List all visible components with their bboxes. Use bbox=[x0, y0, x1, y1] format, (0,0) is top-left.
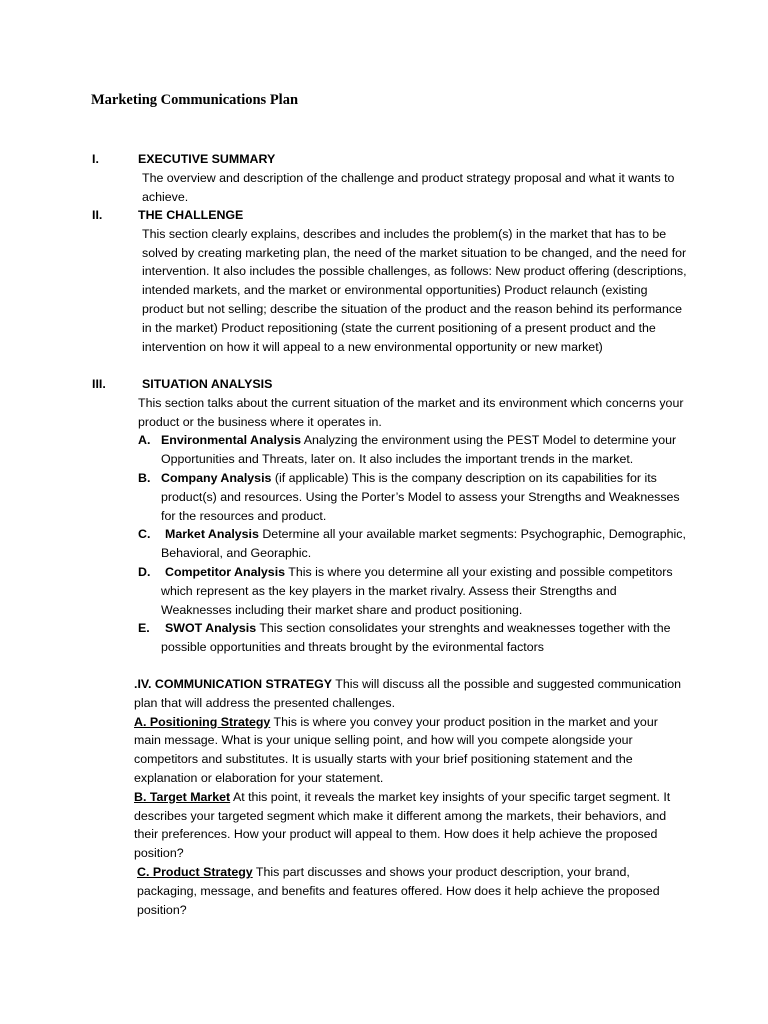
item-text: (if applicable) This is the company description on its capabilities for its product(s) and resources. Using the Porter’s Model to assess your Strengths and Weaknesses for the resources and product. bbox=[161, 470, 680, 523]
item-label: Market Analysis bbox=[165, 527, 259, 542]
list-letter: E. bbox=[138, 621, 150, 636]
list-item bbox=[138, 431, 688, 469]
section-heading: .IV. COMMUNICATION STRATEGY bbox=[134, 677, 333, 691]
part-label: B. Target Market bbox=[134, 789, 231, 804]
part-text: At this point, it reveals the market key insights of your specific target segment. It describes your targeted segment which make it different among the markets, their behaviors, and their preferences. How your product will appeal to them. How does it help achieve the proposed position? bbox=[134, 789, 671, 861]
section-situation-analysis bbox=[92, 375, 688, 657]
list-item bbox=[138, 469, 688, 525]
item-label: Environmental Analysis bbox=[161, 433, 302, 448]
list-item bbox=[138, 563, 688, 619]
item-text: Analyzing the environment using the PEST Model to determine your Opportunities and Threats, later on. It also includes the important trends in the market. bbox=[161, 433, 677, 467]
document-title: Marketing Communications Plan bbox=[91, 92, 299, 108]
section-number: I. bbox=[92, 152, 99, 166]
section-communication-strategy bbox=[134, 675, 682, 919]
item-label: Competitor Analysis bbox=[165, 564, 286, 579]
part-label: C. Product Strategy bbox=[137, 864, 253, 879]
section-text: This will discuss all the possible and suggested communication plan that will address the presented challenges. bbox=[134, 677, 681, 710]
section-text: This section talks about the current situation of the market and its environment which concerns your product or the business where it operates in. bbox=[138, 395, 684, 429]
item-text: This is where you determine all your existing and possible competitors which represent as the key players in the market rivalry. Assess their Strengths and Weaknesses including their market share and product positioning. bbox=[161, 564, 673, 617]
strategy-part bbox=[134, 863, 682, 919]
section-executive-summary bbox=[92, 150, 688, 206]
list-letter: D. bbox=[138, 564, 151, 579]
part-text: This is where you convey your product position in the market and your main message. What is your unique selling point, and how will you compete alongside your competitors and substitutes. It is usually starts with your brief positioning statement and the explanation or elaboration for your statement. bbox=[134, 714, 658, 785]
part-text: This part discusses and shows your product description, your brand, packaging, message, and benefits and features offered. How does it help achieve the proposed position? bbox=[137, 864, 660, 917]
item-label: Company Analysis bbox=[161, 470, 272, 485]
communication-intro bbox=[134, 675, 682, 713]
list-letter: C. bbox=[138, 527, 151, 542]
strategy-part bbox=[134, 713, 682, 788]
section-the-challenge bbox=[92, 206, 688, 356]
item-label: SWOT Analysis bbox=[165, 621, 257, 636]
strategy-part bbox=[134, 788, 682, 863]
list-item bbox=[138, 619, 688, 657]
section-text: This section clearly explains, describes and includes the problem(s) in the market that has to be solved by creating marketing plan, the need of the market situation to be changed, and the need for intervention. It also includes the possible challenges, as follows: New product offering (descriptions, intended markets, and the market or environmental opportunities) Product relaunch (existing product but not selling; describe the situation of the product and the reason behind its performance in the market) Product repositioning (state the current positioning of a present product and the intervention on how it will appeal to a new environmental opportunity or new market) bbox=[142, 226, 687, 354]
section-number: III. bbox=[92, 377, 106, 391]
list-letter: A. bbox=[138, 433, 151, 448]
item-text: Determine all your available market segments: Psychographic, Demographic, Behavioral, and Georaphic. bbox=[161, 527, 686, 561]
list-item bbox=[138, 525, 688, 563]
section-heading: SITUATION ANALYSIS bbox=[142, 377, 273, 391]
section-number: II. bbox=[92, 208, 103, 222]
analysis-list bbox=[138, 431, 688, 657]
part-label: A. Positioning Strategy bbox=[134, 714, 271, 729]
list-letter: B. bbox=[138, 470, 151, 485]
section-text: The overview and description of the challenge and product strategy proposal and what it wants to achieve. bbox=[142, 170, 675, 204]
section-heading: EXECUTIVE SUMMARY bbox=[138, 152, 276, 166]
section-heading: THE CHALLENGE bbox=[138, 208, 244, 222]
item-text: This section consolidates your strenghts and weaknesses together with the possible opportunities and threats brought by the evironmental factors bbox=[161, 621, 671, 655]
